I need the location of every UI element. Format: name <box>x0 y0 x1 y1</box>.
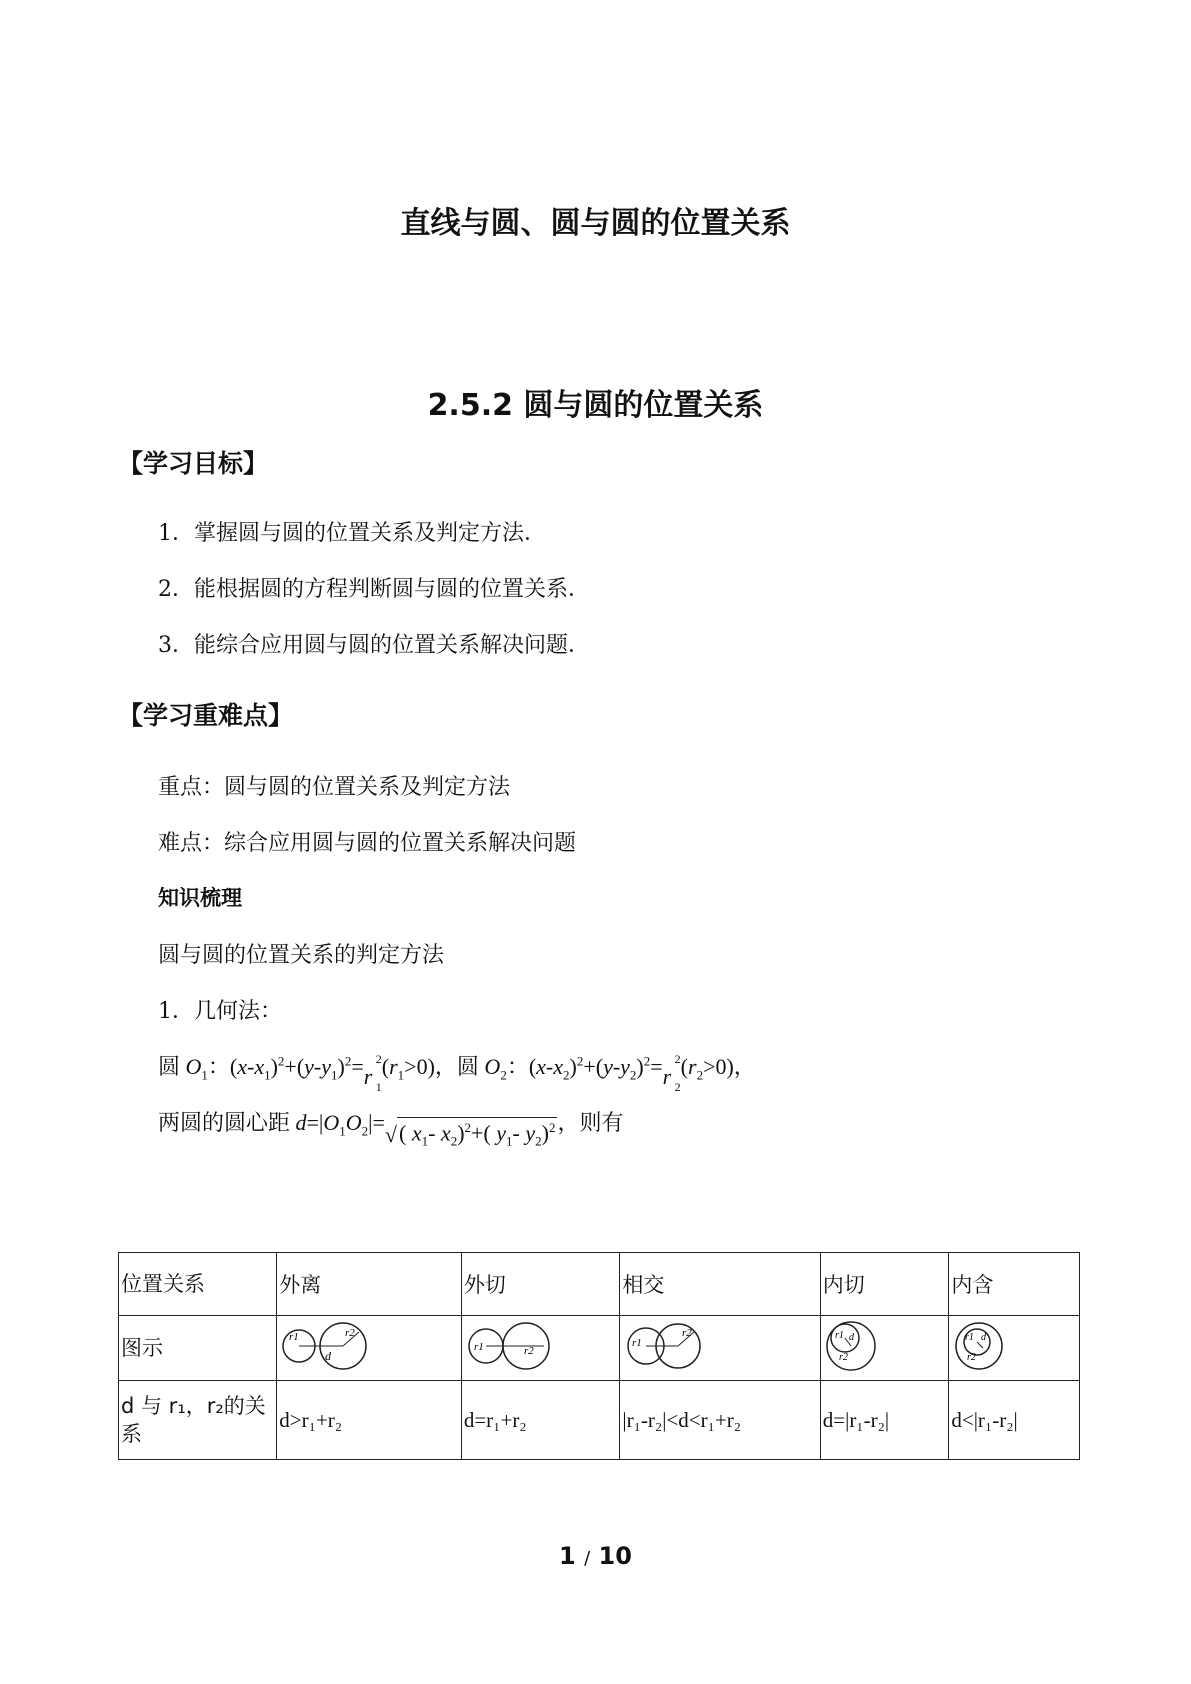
difficulty-point: 难点：综合应用圆与圆的位置关系解决问题 <box>158 831 577 856</box>
knowledge-heading: 知识梳理 <box>158 886 242 910</box>
svg-text:r1: r1 <box>965 1331 975 1343</box>
objective-item-3: 3．能综合应用圆与圆的位置关系解决问题． <box>158 633 590 658</box>
diagram-separate <box>277 1316 462 1381</box>
relation-contained: 内含 <box>949 1253 1080 1316</box>
svg-text:r2: r2 <box>345 1326 356 1339</box>
table-row <box>119 1381 1080 1460</box>
svg-text:r1: r1 <box>289 1330 300 1343</box>
diagram-internal-tangent <box>820 1316 949 1381</box>
page-number: 1 / 10 <box>559 1542 632 1570</box>
svg-text:r2: r2 <box>967 1351 977 1363</box>
knowledge-intro: 圆与圆的位置关系的判定方法 <box>158 943 445 968</box>
section-title: 2.5.2 圆与圆的位置关系 <box>427 388 764 423</box>
page-title: 直线与圆、圆与圆的位置关系 <box>400 206 791 241</box>
condition-internal-tangent: d=|r₁-r₂| <box>820 1381 949 1460</box>
diagram-external-tangent <box>461 1316 620 1381</box>
table-row <box>119 1316 1080 1381</box>
focus-point: 重点：圆与圆的位置关系及判定方法 <box>158 775 511 800</box>
svg-text:r1: r1 <box>632 1336 643 1349</box>
relation-internal-tangent: 内切 <box>820 1253 949 1316</box>
condition-intersect: |r₁-r₂|<d<r₁+r₂ <box>620 1381 820 1460</box>
condition-external-tangent: d=r₁+r₂ <box>461 1381 620 1460</box>
distance-prefix: 两圆的圆心距 <box>158 1110 291 1135</box>
diagram-intersect <box>620 1316 820 1381</box>
relation-intersect: 相交 <box>620 1253 820 1316</box>
condition-contained: d<|r₁-r₂| <box>949 1381 1080 1460</box>
relation-external-tangent: 外切 <box>461 1253 620 1316</box>
key-points-heading: 【学习重难点】 <box>118 701 294 730</box>
diagram-contained <box>949 1316 1080 1381</box>
objectives-heading: 【学习目标】 <box>118 449 269 478</box>
circle-prefix-2: 圆 <box>456 1054 479 1079</box>
condition-separate: d>r₁+r₂ <box>277 1381 462 1460</box>
total-pages: 10 <box>598 1542 632 1570</box>
relation-separate: 外离 <box>277 1253 462 1316</box>
current-page: 1 <box>559 1542 576 1570</box>
row-header-diagram: 图示 <box>119 1316 277 1381</box>
svg-text:r2: r2 <box>838 1351 848 1363</box>
circle-prefix-1: 圆 <box>158 1054 181 1079</box>
objective-item-2: 2．能根据圆的方程判断圆与圆的位置关系． <box>158 577 590 602</box>
svg-text:r2: r2 <box>523 1344 534 1357</box>
svg-text:d: d <box>325 1348 332 1363</box>
svg-text:r1: r1 <box>834 1329 844 1341</box>
distance-suffix: ，则有 <box>557 1110 624 1135</box>
svg-text:d: d <box>981 1331 987 1343</box>
relations-table <box>118 1252 1080 1460</box>
svg-text:d: d <box>848 1331 854 1343</box>
objective-item-1: 1．掌握圆与圆的位置关系及判定方法． <box>158 521 546 546</box>
center-distance-formula: 两圆的圆心距 $d=|O_1O_2|=√$( $x_1-$ $x_2)^2+$( $y_1-$ $y_2)^2$，则有 <box>158 1110 624 1149</box>
svg-text:r1: r1 <box>473 1340 484 1353</box>
table-row <box>119 1253 1080 1316</box>
separator: ， <box>434 1054 457 1079</box>
method-label: 1．几何法： <box>158 999 282 1024</box>
row-header-relation: 位置关系 <box>119 1253 277 1316</box>
svg-text:r2: r2 <box>682 1326 693 1339</box>
row-header-condition: d 与 r₁，r₂的关系 <box>119 1381 277 1460</box>
circle-equations: 圆 $O_1$：$(x-x_1)^2+(y-y_1)^2=$ r 2 1 $(r_1>0)$，圆 $O_2$：$(x-x_2)^2+(y-y_2)^2=$ r 2 2 $(r_2>0)$， <box>158 1052 756 1094</box>
